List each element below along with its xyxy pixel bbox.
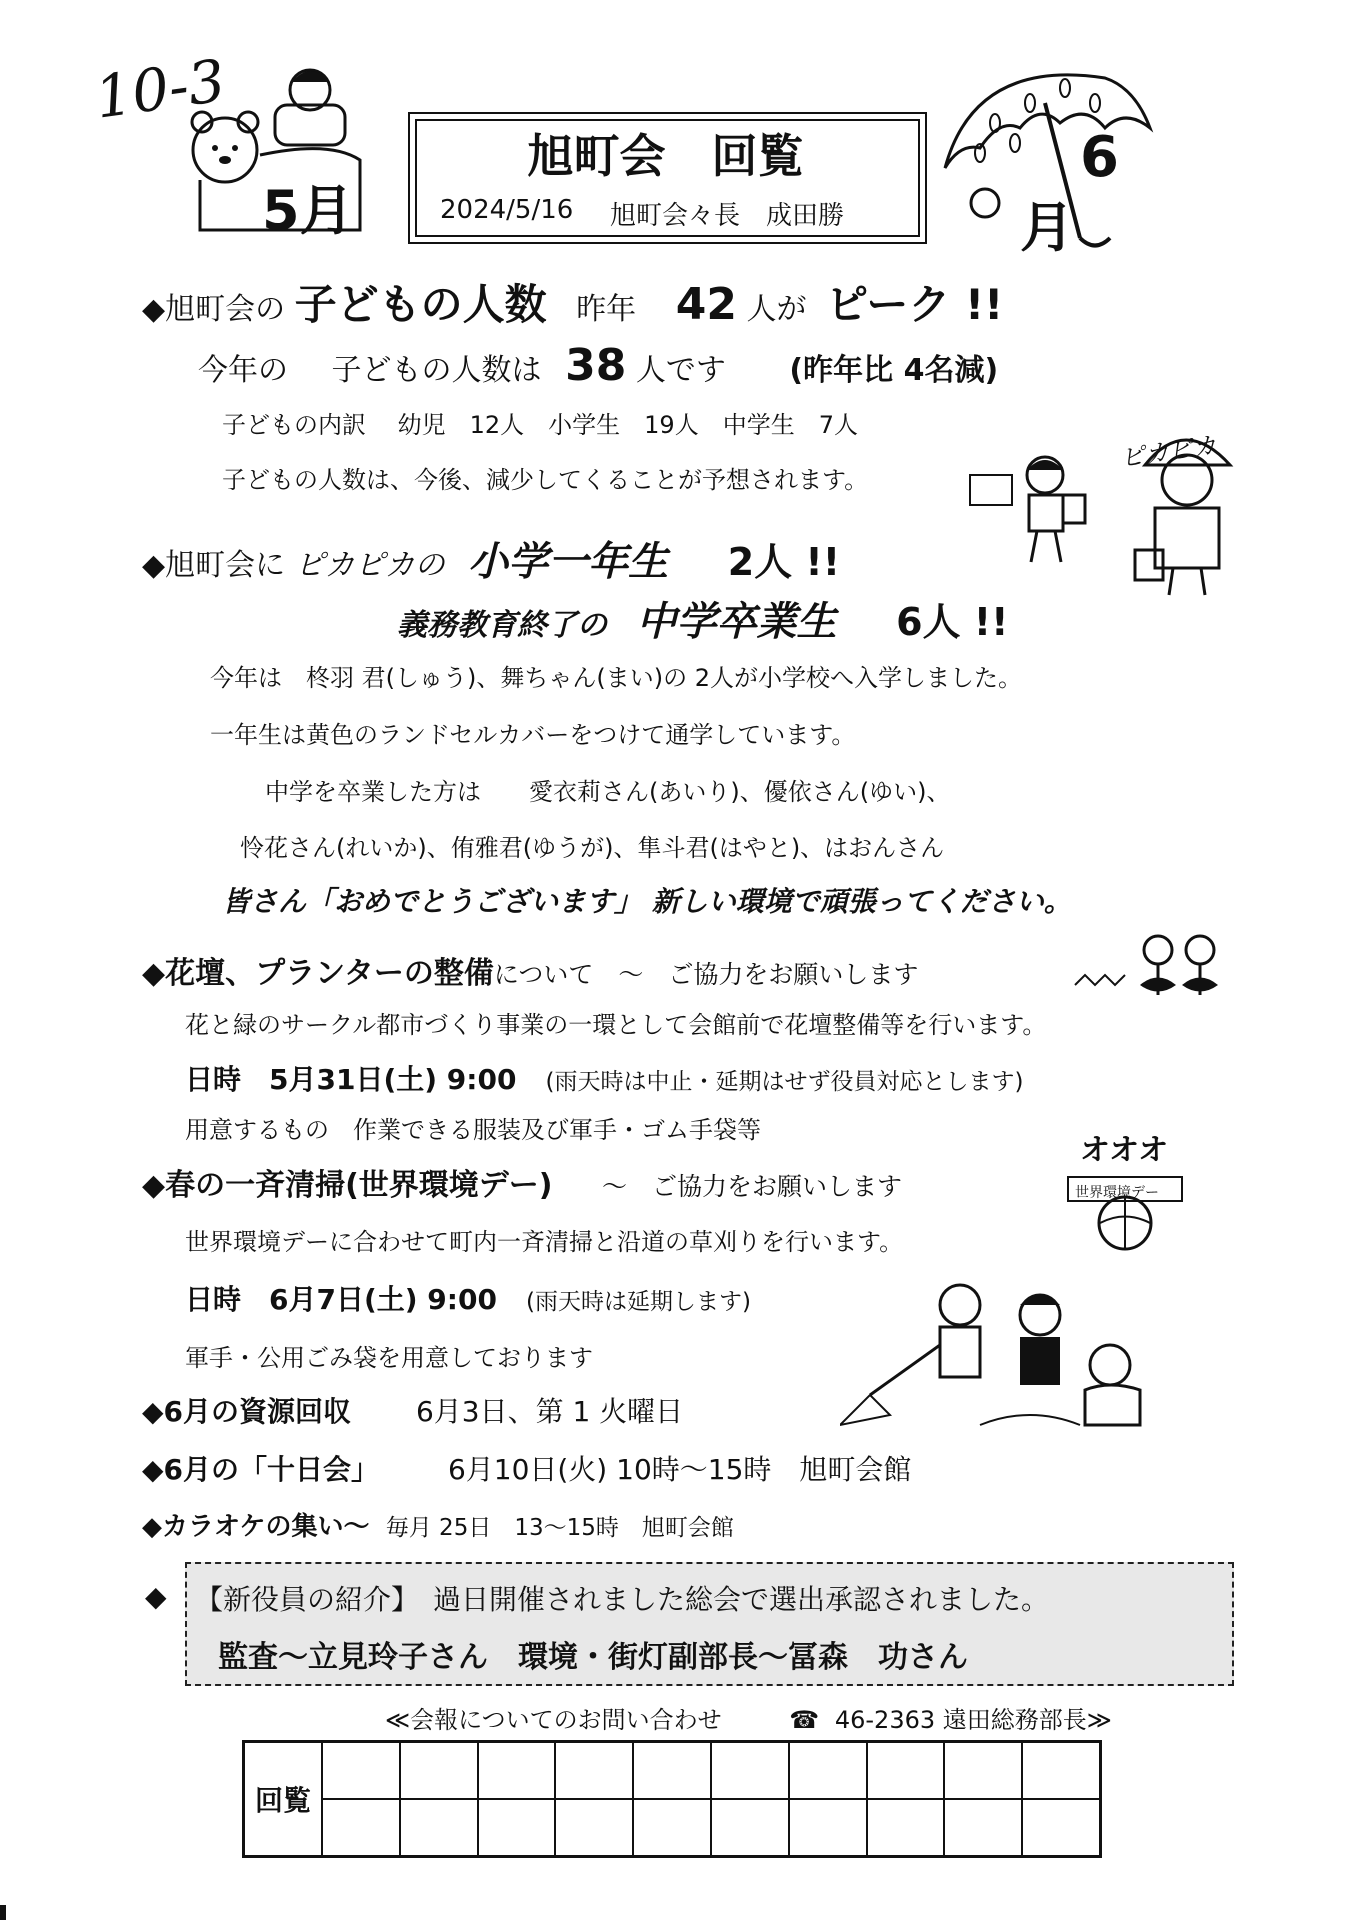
first-graders-label: 小学一年生	[468, 538, 669, 585]
flowers-datetime-note: (雨天時は中止・延期はせず役員対応とします)	[545, 1069, 1024, 1095]
stamp-cell	[478, 1742, 556, 1799]
children-last-year-count: 42	[675, 279, 737, 330]
stamp-cell	[711, 1742, 789, 1799]
school-para-1: 今年は 柊羽 君(しゅう)、舞ちゃん(まい)の 2人が小学校へ入学しました。	[210, 664, 1022, 692]
left-month-label: 5月	[262, 179, 354, 242]
this-year-count: 38	[565, 340, 627, 391]
stamp-cell	[478, 1799, 556, 1856]
flowers-title: ◆花壇、プランターの整備	[142, 956, 494, 991]
contact-line	[385, 1700, 1112, 1735]
graduates-count: 6人 !!	[896, 600, 1009, 644]
stamp-cell	[789, 1742, 867, 1799]
children-last-year: 昨年	[576, 292, 637, 327]
flowers-datetime-line	[185, 1058, 1023, 1098]
cleanup-items: 軍手・公用ごみ袋を用意しております	[185, 1344, 593, 1372]
earth-badge-band: 世界環境デー	[1075, 1185, 1159, 1201]
flowers-title-rest: について ～ ご協力をお願いします	[493, 960, 919, 989]
cleanup-title-line	[142, 1160, 902, 1204]
this-year-label: 子どもの人数は	[331, 353, 542, 388]
stamp-cell	[322, 1742, 400, 1799]
school-para-3: 中学を卒業した方は 愛衣莉さん(あいり)、優依さん(ゆい)、	[265, 778, 951, 806]
children-prefix: ◆旭町会の	[142, 292, 286, 327]
contact-text: ≪会報についてのお問い合わせ	[385, 1706, 722, 1734]
circulation-table	[242, 1740, 1102, 1858]
stamp-cell	[555, 1799, 633, 1856]
cleaning-children-illustration	[840, 1275, 1150, 1435]
event-row-3	[142, 1506, 734, 1543]
stamp-cell	[400, 1742, 478, 1799]
school-para-2: 一年生は黄色のランドセルカバーをつけて通学しています。	[210, 721, 856, 749]
circulation-label-cell	[244, 1742, 322, 1856]
stamp-cell	[944, 1742, 1022, 1799]
children-big-label: 子どもの人数	[294, 280, 547, 329]
cleanup-desc: 世界環境デーに合わせて町内一斉清掃と沿道の草刈りを行います。	[185, 1228, 904, 1256]
corner-note: 10-3	[90, 46, 230, 132]
event-label-1: ◆6月の資源回収	[142, 1395, 352, 1428]
schoolgirl-illustration	[965, 450, 1095, 570]
officers-line-2: 監査～立見玲子さん 環境・街灯副部長～冨森 功さん	[218, 1640, 968, 1675]
stamp-cell	[633, 1742, 711, 1799]
school-para-4: 怜花さん(れいか)、侑雅君(ゆうが)、隼斗君(はやと)、はおんさん	[240, 834, 945, 862]
circulation-grid	[322, 1742, 1100, 1856]
children-last-year-after: 人が	[746, 292, 807, 327]
school-line-1	[142, 530, 840, 587]
event-label-3: ◆カラオケの集い～	[142, 1512, 370, 1542]
phone-icon: ☎	[789, 1706, 820, 1734]
stamp-cell	[944, 1799, 1022, 1856]
flowers-desc: 花と緑のサークル都市づくり事業の一環として会館前で花壇整備等を行います。	[185, 1011, 1047, 1039]
event-row-2	[142, 1448, 911, 1488]
pika-label: ピカピカ	[1118, 431, 1218, 473]
children-peak: ピーク !!	[826, 280, 1004, 329]
this-year-prefix: 今年の	[198, 353, 288, 388]
page-mark	[0, 1905, 6, 1920]
event-detail-2: 6月10日(火) 10時～15時 旭町会館	[447, 1453, 912, 1486]
contact-phone: 46-2363 遠田総務部長≫	[834, 1706, 1112, 1734]
graduates-label: 中学卒業生	[636, 598, 837, 645]
event-detail-3: 毎月 25日 13～15時 旭町会館	[385, 1515, 734, 1541]
compulsory-label: 義務教育終了の	[397, 608, 607, 643]
school-congrats: 皆さん「おめでとうございます」 新しい環境で頑張ってください。	[222, 885, 1072, 918]
event-label-2: ◆6月の「十日会」	[142, 1453, 380, 1486]
school-line-2	[397, 590, 1008, 647]
school-pika: ピカピカの	[294, 548, 445, 583]
cleanup-datetime-line	[185, 1278, 751, 1318]
right-month-char: 月	[1020, 196, 1074, 259]
stamp-cell	[711, 1799, 789, 1856]
stamp-cell	[633, 1799, 711, 1856]
first-graders-count: 2人 !!	[727, 540, 841, 584]
flower-icon	[1070, 930, 1230, 1000]
right-month-number: 6	[1080, 125, 1119, 190]
stamp-cell	[867, 1742, 945, 1799]
this-year-change: (昨年比 4名減)	[789, 353, 999, 388]
circulation-label: 回覧	[254, 1784, 311, 1817]
earth-badge-top: オオオ	[1080, 1133, 1169, 1168]
stamp-cell	[867, 1799, 945, 1856]
flowers-items: 用意するもの 作業できる服装及び軍手・ゴム手袋等	[185, 1116, 761, 1144]
stamp-cell	[322, 1799, 400, 1856]
event-detail-1: 6月3日、第 1 火曜日	[415, 1395, 684, 1428]
stamp-cell	[1022, 1742, 1100, 1799]
stamp-cell	[555, 1742, 633, 1799]
stamp-cell	[789, 1799, 867, 1856]
cleanup-datetime: 日時 6月7日(土) 9:00	[185, 1283, 497, 1316]
cleanup-title: ◆春の一斉清掃(世界環境デー)	[142, 1168, 553, 1203]
children-breakdown: 子どもの内訳 幼児 12人 小学生 19人 中学生 7人	[222, 411, 858, 439]
event-row-1	[142, 1390, 683, 1430]
stamp-cell	[1022, 1799, 1100, 1856]
header-date: 2024/5/16	[440, 195, 574, 225]
school-prefix: ◆旭町会に	[142, 548, 286, 583]
officers-line-1: 【新役員の紹介】 過日開催されました総会で選出承認されました。	[195, 1583, 1050, 1616]
cleanup-datetime-note: (雨天時は延期します)	[526, 1289, 751, 1315]
stamp-cell	[400, 1799, 478, 1856]
page-title: 旭町会 回覧	[527, 129, 804, 183]
children-line-1	[142, 272, 1003, 332]
children-forecast: 子どもの人数は、今後、減少してくることが予想されます。	[222, 466, 869, 494]
flowers-datetime: 日時 5月31日(土) 9:00	[185, 1063, 517, 1096]
this-year-after: 人です	[635, 353, 726, 388]
cleanup-title-rest: ～ ご協力をお願いします	[602, 1172, 903, 1201]
header-author: 旭町会々長 成田勝	[610, 201, 845, 231]
officers-bullet: ◆	[145, 1580, 167, 1613]
children-line-2	[198, 340, 998, 391]
flowers-title-line	[142, 948, 918, 992]
